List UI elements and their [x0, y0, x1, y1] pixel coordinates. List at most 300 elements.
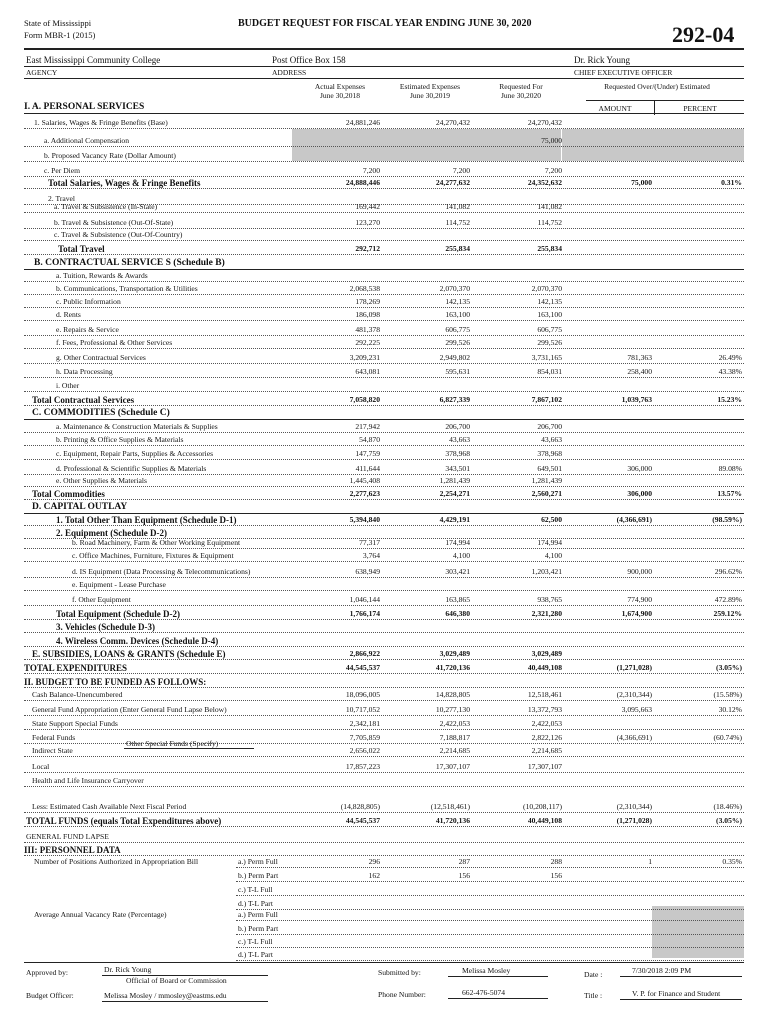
section-rule: [24, 419, 744, 420]
cell-over-under-percent: (3.05%): [716, 816, 742, 825]
cell-estimated-2019: 10,277,130: [435, 705, 470, 714]
row-rule: [24, 659, 744, 660]
row-rule: [24, 715, 744, 716]
cell-over-under-amount: 306,000: [627, 464, 652, 473]
row-label: 1. Salaries, Wages & Fringe Benefits (Base): [34, 118, 168, 127]
agency-caption: AGENCY: [26, 68, 58, 77]
row-rule: [24, 646, 744, 647]
personnel-sublabel: d.) T-L Part: [238, 899, 273, 908]
cell-requested-2020: 142,135: [537, 297, 562, 306]
cell-actual-2018: 2,866,922: [349, 649, 380, 658]
col-amount-header: AMOUNT: [598, 104, 632, 113]
row-rule: [24, 281, 744, 282]
cell-over-under-percent: 30.12%: [718, 705, 742, 714]
personnel-sublabel: d.) T-L Part: [238, 950, 273, 959]
cell-actual-2018: 17,857,223: [345, 762, 380, 771]
row-label: Health and Life Insurance Carryover: [32, 776, 144, 785]
section-rule: [24, 513, 744, 514]
row-rule: [24, 459, 744, 460]
row-rule: [24, 525, 744, 526]
cell-over-under-amount: (1,271,028): [616, 663, 652, 672]
cell-over-under-percent: 472.89%: [714, 595, 742, 604]
cell-actual-2018: 7,058,820: [349, 395, 380, 404]
cell-requested-2020: 3,731,165: [531, 353, 562, 362]
cell-actual-2018: 186,098: [355, 310, 380, 319]
cell-over-under-amount: 3,095,663: [621, 705, 652, 714]
row-label: f. Fees, Professional & Other Services: [56, 338, 173, 347]
personnel-rule: [236, 960, 744, 961]
row-rule: [24, 561, 744, 562]
cell-over-under-percent: (15.58%): [713, 690, 742, 699]
ceo-caption: CHIEF EXECUTIVE OFFICER: [574, 68, 673, 77]
cell-requested-2020: 7,200: [544, 166, 562, 175]
cell-estimated-2019: 114,752: [445, 218, 470, 227]
row-label: E. SUBSIDIES, LOANS & GRANTS (Schedule E): [32, 649, 226, 659]
row-rule: [24, 826, 744, 827]
row-label: III: PERSONNEL DATA: [24, 845, 121, 855]
cell-actual-2018: 3,209,231: [349, 353, 380, 362]
cell-estimated-2019: 299,526: [445, 338, 470, 347]
row-label: e. Repairs & Service: [56, 325, 119, 334]
cell-estimated-2019: 2,254,271: [439, 489, 470, 498]
phone-label: Phone Number:: [378, 990, 426, 999]
cell-requested-2020: 1,203,421: [531, 567, 562, 576]
row-rule: [24, 348, 744, 349]
phone-number: 662-476-5074: [462, 988, 506, 997]
shaded-block-additional-comp: [292, 129, 561, 161]
row-label: b. Communications, Transportation & Utilities: [56, 284, 198, 293]
personnel-rule: [236, 881, 744, 882]
cell-estimated-2019: 2,949,802: [439, 353, 470, 362]
cell-over-under-percent: 89.08%: [718, 464, 742, 473]
personnel-sublabel: c.) T-L Full: [238, 885, 273, 894]
row-rule: [24, 756, 744, 757]
header-rule: [24, 48, 744, 50]
cell-actual-2018: 5,394,840: [349, 515, 380, 524]
title-value: V. P. for Finance and Student: [632, 989, 721, 998]
cell-estimated-2019: 163,100: [445, 310, 470, 319]
cell-actual-2018: 54,870: [359, 435, 380, 444]
personnel-rule: [236, 920, 744, 921]
cell-requested-2020: 938,765: [537, 595, 562, 604]
cell-estimated-2019: 2,422,053: [439, 719, 470, 728]
cell-requested-2020: 40,449,108: [527, 816, 562, 825]
personnel-rule: [236, 947, 744, 948]
row-label: General Fund Appropriation (Enter General Fund Lapse Below): [32, 705, 227, 714]
cell-requested-2020: 17,307,107: [527, 762, 562, 771]
cell-requested-2020: (10,208,117): [523, 802, 562, 811]
title-rule: [620, 999, 742, 1000]
row-rule: [24, 812, 744, 813]
cell-estimated-2019: 41,720,136: [435, 663, 470, 672]
cell-over-under-percent: 43.38%: [718, 367, 742, 376]
row-rule: [24, 687, 744, 688]
row-rule: [24, 842, 744, 843]
row-rule: [24, 405, 744, 406]
cell-estimated-2019: 174,994: [445, 538, 470, 547]
col-estimated-header: Estimated Expenses June 30,2019: [399, 82, 461, 100]
cell-actual-2018: 2,342,181: [349, 719, 380, 728]
row-label: Total Travel: [58, 244, 105, 254]
personnel-sublabel: a.) Perm Full: [238, 857, 278, 866]
row-rule: [24, 605, 744, 606]
cell-over-under-amount: (2,310,344): [616, 802, 652, 811]
col-requested-header: Requested For June 30,2020: [499, 82, 543, 100]
cell-actual-2018: 2,068,538: [349, 284, 380, 293]
row-label: c. Per Diem: [44, 166, 81, 175]
row-rule: [24, 320, 744, 321]
address-caption: ADDRESS: [272, 68, 307, 77]
row-label: Indirect State: [32, 746, 73, 755]
row-label: e. Other Supplies & Materials: [56, 476, 147, 485]
cell-estimated-2019: 163,865: [445, 595, 470, 604]
cell-over-under-amount: 1,039,763: [621, 395, 652, 404]
form-number: 292-04: [672, 22, 735, 47]
row-label: TOTAL FUNDS (equals Total Expenditures above): [26, 816, 222, 826]
row-rule: [24, 772, 744, 773]
personnel-rule: [236, 895, 744, 896]
cell-over-under-percent: (18.46%): [713, 802, 742, 811]
cell-over-under-amount: 774,900: [627, 595, 652, 604]
cell-estimated-2019: 2,070,370: [439, 284, 470, 293]
cell-actual-2018: 1,766,174: [349, 609, 380, 618]
shaded-block-additional-comp-right: [562, 129, 744, 161]
other-special-funds-rule: [124, 748, 254, 749]
row-rule: [24, 161, 744, 162]
cell-estimated-2019: 255,834: [445, 244, 470, 253]
section-rule: [24, 269, 744, 270]
row-label: d. Rents: [56, 310, 81, 319]
row-label: Local: [32, 762, 50, 771]
budget-officer-name: Melissa Mosley / mmosley@eastms.edu: [104, 991, 227, 1000]
cell-requested-2020: 4,100: [544, 551, 562, 560]
personnel-cell-over-under-amount: 1: [648, 857, 652, 866]
cell-requested-2020: 163,100: [537, 310, 562, 319]
row-label: a. Additional Compensation: [44, 136, 129, 145]
cell-estimated-2019: 24,277,632: [435, 178, 470, 187]
row-label: Total Commodities: [32, 489, 105, 499]
row-rule: [24, 377, 744, 378]
cell-requested-2020: 114,752: [537, 218, 562, 227]
cell-actual-2018: 7,200: [362, 166, 380, 175]
cell-actual-2018: 24,888,446: [345, 178, 380, 187]
cell-actual-2018: 292,712: [355, 244, 380, 253]
section-rule: [24, 113, 744, 114]
row-label: a. Maintenance & Construction Materials & Supplies: [56, 422, 218, 431]
personnel-sublabel: c.) T-L Full: [238, 937, 273, 946]
row-label: f. Other Equipment: [72, 595, 131, 604]
personnel-sublabel: b.) Perm Part: [238, 871, 279, 880]
caption-rule: [24, 78, 744, 79]
cell-actual-2018: (14,828,805): [340, 802, 380, 811]
title-label: Title :: [584, 991, 603, 1000]
cell-over-under-amount: 900,000: [627, 567, 652, 576]
cell-estimated-2019: 606,775: [445, 325, 470, 334]
cell-estimated-2019: 4,429,191: [439, 515, 470, 524]
row-label: State Support Special Funds: [32, 719, 118, 728]
cell-actual-2018: 1,046,144: [349, 595, 380, 604]
cell-actual-2018: 169,442: [355, 202, 380, 211]
cell-requested-2020: 2,070,370: [531, 284, 562, 293]
row-label: Total Contractual Services: [32, 395, 135, 405]
subheader-rule: [586, 100, 744, 101]
row-rule: [24, 445, 744, 446]
personnel-cell-actual-2018: 296: [368, 857, 380, 866]
row-rule: [24, 729, 744, 730]
approved-by-label: Approved by:: [26, 968, 68, 977]
cell-requested-2020: 1,281,439: [531, 476, 562, 485]
row-rule: [24, 363, 744, 364]
row-rule: [24, 855, 744, 856]
cell-requested-2020: 2,560,271: [531, 489, 562, 498]
cell-requested-2020: 854,031: [537, 367, 562, 376]
cell-over-under-amount: (4,366,691): [616, 515, 652, 524]
cell-over-under-percent: 13.57%: [717, 489, 742, 498]
vacancy-label: Average Annual Vacancy Rate (Percentage): [34, 910, 167, 919]
cell-actual-2018: 217,942: [355, 422, 380, 431]
cell-requested-2020: 40,449,108: [527, 663, 562, 672]
cell-estimated-2019: 142,135: [445, 297, 470, 306]
cell-over-under-amount: 306,000: [627, 489, 652, 498]
cell-over-under-percent: (3.05%): [716, 663, 742, 672]
cell-requested-2020: 649,501: [537, 464, 562, 473]
personnel-cell-estimated-2019: 287: [458, 857, 470, 866]
cell-over-under-percent: 26.49%: [718, 353, 742, 362]
row-rule: [24, 254, 744, 255]
cell-actual-2018: 24,881,246: [345, 118, 380, 127]
row-rule: [24, 486, 744, 487]
row-rule: [24, 307, 744, 308]
submitted-by-rule: [448, 976, 548, 977]
row-label: b. Proposed Vacancy Rate (Dollar Amount): [44, 151, 176, 160]
cell-actual-2018: 2,277,623: [349, 489, 380, 498]
row-label: 3. Vehicles (Schedule D-3): [56, 622, 155, 632]
row-rule: [24, 176, 744, 177]
cell-actual-2018: 292,225: [355, 338, 380, 347]
cell-requested-2020: 606,775: [537, 325, 562, 334]
row-label: Total Salaries, Wages & Fringe Benefits: [48, 178, 201, 188]
row-label: Less: Estimated Cash Available Next Fiscal Period: [32, 802, 187, 811]
cell-estimated-2019: 1,281,439: [439, 476, 470, 485]
personnel-cell-estimated-2019: 156: [458, 871, 470, 880]
personnel-cell-actual-2018: 162: [368, 871, 380, 880]
cell-requested-2020: 255,834: [537, 244, 562, 253]
cell-requested-2020: 7,867,102: [531, 395, 562, 404]
row-label: a. Tuition, Rewards & Awards: [56, 271, 148, 280]
cell-requested-2020: 62,500: [541, 515, 562, 524]
cell-over-under-amount: (2,310,344): [616, 690, 652, 699]
signature-top-rule: [24, 962, 744, 963]
row-label: 4. Wireless Comm. Devices (Schedule D-4): [56, 636, 219, 646]
row-label: D. CAPITAL OUTLAY: [32, 502, 128, 512]
row-label: c. Office Machines, Furniture, Fixtures & Equipment: [72, 551, 234, 560]
row-label: C. COMMODITIES (Schedule C): [32, 408, 170, 418]
cell-estimated-2019: 41,720,136: [435, 816, 470, 825]
row-rule: [24, 128, 744, 129]
cell-actual-2018: 123,270: [355, 218, 380, 227]
col-over-under-header: Requested Over/(Under) Estimated: [604, 82, 710, 91]
cell-estimated-2019: 24,270,432: [435, 118, 470, 127]
row-label: II. BUDGET TO BE FUNDED AS FOLLOWS:: [24, 677, 207, 687]
row-label: h. Data Processing: [56, 367, 113, 376]
submitted-by-name: Melissa Mosley: [462, 966, 511, 975]
row-rule: [24, 632, 744, 633]
personnel-cell-over-under-percent: 0.35%: [722, 857, 742, 866]
approved-by-name: Dr. Rick Young: [104, 965, 152, 974]
cell-requested-2020: 174,994: [537, 538, 562, 547]
row-label: Federal Funds: [32, 733, 76, 742]
row-label: Total Equipment (Schedule D-2): [56, 609, 180, 619]
row-label: b. Printing & Office Supplies & Materials: [56, 435, 184, 444]
budget-officer-rule: [102, 1001, 268, 1002]
row-label: B. CONTRACTUAL SERVICE S (Schedule B): [34, 258, 225, 268]
other-special-funds-label: Other Special Funds (Specify): [126, 739, 219, 748]
cell-requested-2020: 12,518,461: [527, 690, 562, 699]
cell-actual-2018: 638,949: [355, 567, 380, 576]
agency-address: Post Office Box 158: [272, 55, 346, 65]
date-rule: [620, 976, 742, 977]
row-rule: [24, 391, 744, 392]
cell-estimated-2019: 4,100: [452, 551, 470, 560]
cell-requested-2020: 2,822,126: [531, 733, 562, 742]
row-label: GENERAL FUND LAPSE: [26, 832, 109, 841]
agency-name: East Mississippi Community College: [26, 55, 161, 65]
row-label: d. Professional & Scientific Supplies & Materials: [56, 464, 207, 473]
cell-requested-2020: 299,526: [537, 338, 562, 347]
cell-estimated-2019: 343,501: [445, 464, 470, 473]
row-label: c. Public Information: [56, 297, 121, 306]
cell-estimated-2019: 7,188,817: [439, 733, 470, 742]
row-rule: [24, 432, 744, 433]
cell-estimated-2019: 14,828,805: [435, 690, 470, 699]
cell-actual-2018: 178,269: [355, 297, 380, 306]
cell-actual-2018: 77,317: [359, 538, 380, 547]
cell-estimated-2019: 43,663: [449, 435, 470, 444]
row-rule: [24, 590, 744, 591]
personnel-rule: [236, 934, 744, 935]
cell-requested-2020: 43,663: [541, 435, 562, 444]
row-label: d. IS Equipment (Data Processing & Telecommunications): [72, 567, 251, 576]
cell-over-under-percent: 259.12%: [713, 609, 742, 618]
cell-estimated-2019: 595,631: [445, 367, 470, 376]
cell-requested-2020: 13,372,793: [527, 705, 562, 714]
row-rule: [24, 294, 744, 295]
row-label: c. Equipment, Repair Parts, Supplies & Accessories: [56, 449, 214, 458]
row-label: c. Travel & Subsistence (Out-Of-Country): [54, 230, 183, 239]
cell-actual-2018: 44,545,537: [345, 663, 380, 672]
row-label: I. A. PERSONAL SERVICES: [24, 102, 145, 112]
phone-rule: [448, 998, 548, 999]
cell-requested-2020: 3,029,489: [531, 649, 562, 658]
row-label: 2. Travel: [48, 194, 76, 203]
row-rule: [24, 335, 744, 336]
date-value: 7/30/2018 2:09 PM: [632, 966, 692, 975]
row-rule: [24, 188, 744, 189]
positions-label: Number of Positions Authorized in Appropriation Bill: [34, 857, 199, 866]
cell-over-under-percent: (60.74%): [713, 733, 742, 742]
col-actual-header: Actual Expenses June 30,2018: [314, 82, 366, 100]
cell-actual-2018: 643,081: [355, 367, 380, 376]
row-rule: [24, 673, 744, 674]
row-label: b. Road Machinery, Farm & Other Working Equipment: [72, 538, 241, 547]
cell-estimated-2019: (12,518,461): [430, 802, 470, 811]
cell-actual-2018: 10,717,052: [345, 705, 380, 714]
ceo-name: Dr. Rick Young: [574, 55, 631, 65]
row-rule: [24, 577, 744, 578]
cell-over-under-amount: 258,400: [627, 367, 652, 376]
cell-requested-2020: 2,321,280: [531, 609, 562, 618]
cell-requested-2020: 2,422,053: [531, 719, 562, 728]
cell-requested-2020: 206,700: [537, 422, 562, 431]
state-name: State of Mississippi: [24, 18, 92, 28]
cell-estimated-2019: 6,827,339: [439, 395, 470, 404]
row-rule: [24, 499, 744, 500]
cell-estimated-2019: 378,968: [445, 449, 470, 458]
cell-requested-2020: 2,214,685: [531, 746, 562, 755]
row-rule: [24, 548, 744, 549]
row-label: 1. Total Other Than Equipment (Schedule D-1): [56, 515, 237, 525]
row-rule: [24, 619, 744, 620]
row-label: e. Equipment - Lease Purchase: [72, 580, 166, 589]
shaded-block-vacancy: [652, 906, 744, 958]
cell-actual-2018: 411,644: [355, 464, 380, 473]
form-code: Form MBR-1 (2015): [24, 30, 96, 40]
cell-over-under-percent: (98.59%): [712, 515, 742, 524]
cell-actual-2018: 44,545,537: [345, 816, 380, 825]
row-rule: [24, 146, 744, 147]
row-label: b. Travel & Subsistence (Out-Of-State): [54, 218, 174, 227]
personnel-cell-requested-2020: 156: [550, 871, 562, 880]
cell-actual-2018: 18,096,005: [345, 690, 380, 699]
cell-actual-2018: 481,378: [355, 325, 380, 334]
personnel-rule: [236, 909, 744, 910]
row-rule: [24, 700, 744, 701]
approved-by-caption: Official of Board or Commission: [126, 976, 227, 985]
date-label: Date :: [584, 970, 603, 979]
cell-estimated-2019: 7,200: [452, 166, 470, 175]
cell-requested-2020: 378,968: [537, 449, 562, 458]
cell-over-under-amount: 1,674,900: [621, 609, 652, 618]
cell-estimated-2019: 3,029,489: [439, 649, 470, 658]
row-label: a. Travel & Subsistence (In-State): [54, 202, 158, 211]
submitted-by-label: Submitted by:: [378, 968, 421, 977]
cell-actual-2018: 2,656,022: [349, 746, 380, 755]
row-rule: [24, 474, 744, 475]
cell-estimated-2019: 646,380: [445, 609, 470, 618]
cell-requested-2020: 141,082: [537, 202, 562, 211]
cell-estimated-2019: 141,082: [445, 202, 470, 211]
row-label: TOTAL EXPENDITURES: [24, 663, 127, 673]
cell-estimated-2019: 206,700: [445, 422, 470, 431]
cell-over-under-percent: 0.31%: [721, 178, 742, 187]
cell-estimated-2019: 2,214,685: [439, 746, 470, 755]
row-rule: [24, 228, 744, 229]
row-label: g. Other Contractual Services: [56, 353, 146, 362]
page-title: BUDGET REQUEST FOR FISCAL YEAR ENDING JUNE 30, 2020: [238, 18, 532, 29]
row-label: 2. Equipment (Schedule D-2): [56, 528, 168, 538]
cell-over-under-amount: (4,366,691): [616, 733, 652, 742]
personnel-sublabel: a.) Perm Full: [238, 910, 278, 919]
cell-requested-2020: 75,000: [541, 136, 562, 145]
cell-actual-2018: 1,445,408: [349, 476, 380, 485]
personnel-cell-requested-2020: 288: [550, 857, 562, 866]
cell-requested-2020: 24,352,632: [527, 178, 562, 187]
agency-rule: [24, 66, 744, 67]
personnel-sublabel: b.) Perm Part: [238, 924, 279, 933]
row-label: Cash Balance-Unencumbered: [32, 690, 123, 699]
cell-actual-2018: 7,705,859: [349, 733, 380, 742]
cell-over-under-percent: 296.62%: [714, 567, 742, 576]
